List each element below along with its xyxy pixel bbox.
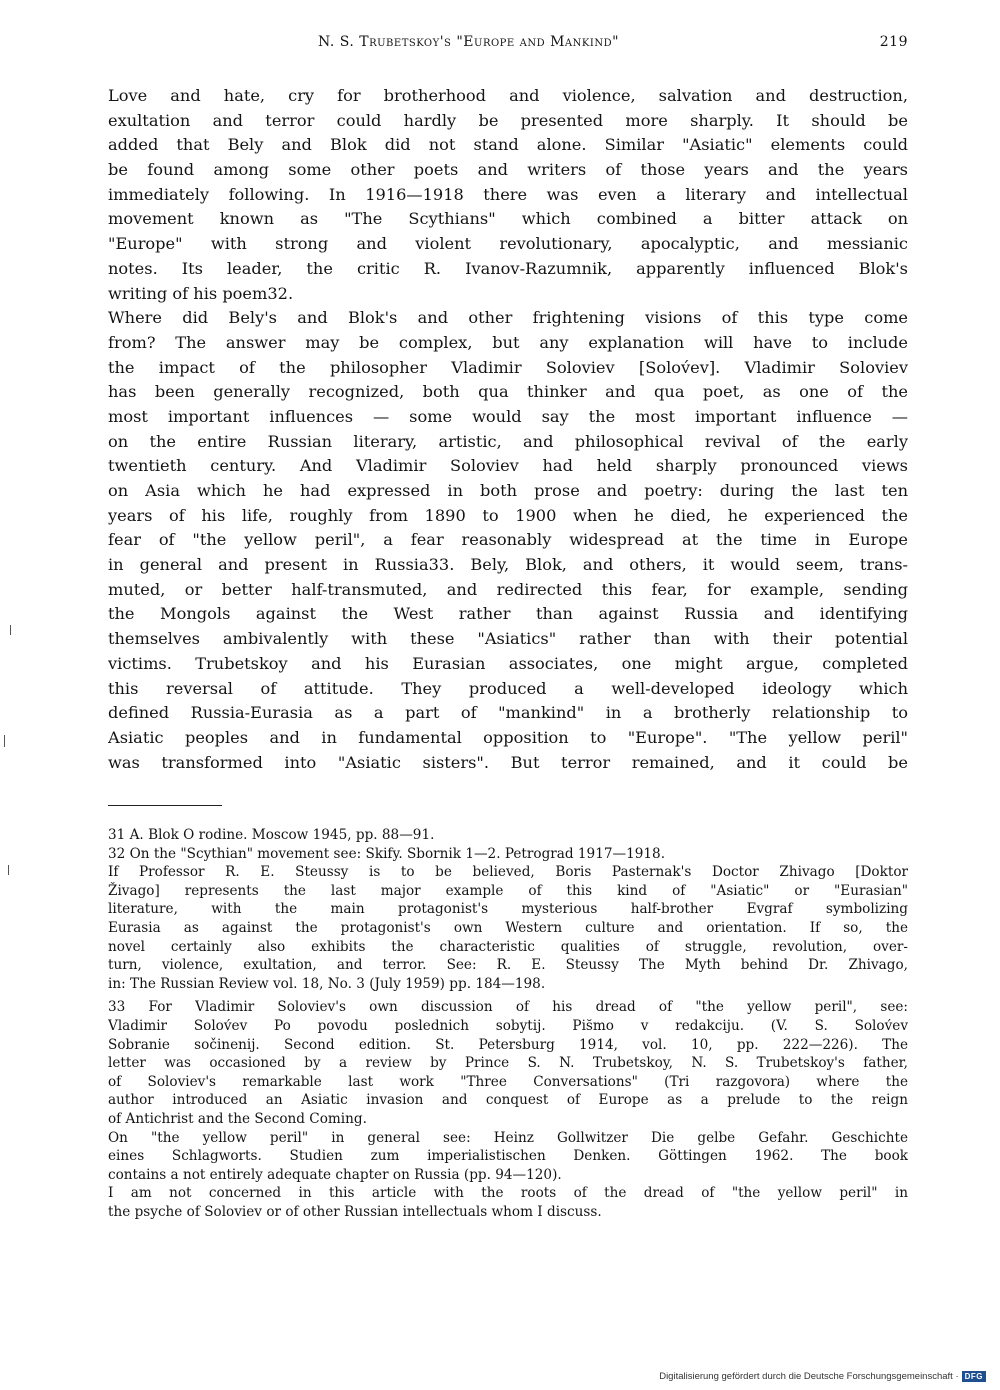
body-line: defined Russia-Eurasia as a part of "mankind" in a brotherly relationship to: [108, 703, 908, 723]
body-line: notes. Its leader, the critic R. Ivanov-Razumnik, apparently influenced Blok's: [108, 258, 908, 278]
body-line: the impact of the philosopher Vladimir Soloviev [Solov́ev]. Vladimir Soloviev: [108, 357, 908, 377]
footnote-line: I am not concerned in this article with the roots of the dread of "the yellow peril" in: [108, 1185, 908, 1202]
footnote-line: 32 On the "Scythian" movement see: Skify. Sbornik 1—2. Petrograd 1917—1918.: [108, 845, 666, 862]
body-line: be found among some other poets and writers of those years and the years: [108, 160, 908, 180]
dfg-logo: DFG: [962, 1371, 986, 1382]
body-line: from? The answer may be complex, but any explanation will have to include: [108, 332, 908, 352]
footnotes: [108, 826, 908, 1221]
footnote-line: author introduced an Asiatic invasion and conquest of Europe as a prelude to the reign: [108, 1092, 908, 1109]
body-line: the Mongols against the West rather than against Russia and identifying: [108, 604, 908, 624]
page-number: 219: [879, 34, 908, 50]
body-line: on the entire Russian literary, artistic, and philosophical revival of the early: [108, 431, 908, 451]
body-line: fear of "the yellow peril", a fear reasonably widespread at the time in Europe: [108, 530, 908, 550]
footnote-line: novel certainly also exhibits the characteristic qualities of struggle, revolution, over-: [108, 938, 908, 955]
footnote-line: 31 A. Blok O rodine. Moscow 1945, pp. 88—91.: [108, 827, 435, 843]
footnote-line: letter was occasioned by a review by Prince S. N. Trubetskoy, N. S. Trubetskoy's father,: [108, 1055, 908, 1072]
body-line: muted, or better half-transmuted, and redirected this fear, for example, sending: [108, 579, 908, 599]
body-line: immediately following. In 1916—1918 there was even a literary and intellectual: [108, 184, 908, 204]
body-line: years of his life, roughly from 1890 to 1900 when he died, he experienced the: [108, 505, 908, 525]
digitization-credit: [659, 1371, 986, 1382]
credit-text: Digitalisierung gefördert durch die Deutsche Forschungsgemeinschaft ·: [659, 1371, 959, 1382]
footnote-line: Vladimir Solov́ev Po povodu poslednich sobytij. Pis̆mo v redakciju. (V. S. Solov́ev: [108, 1017, 908, 1034]
body-line: Asiatic peoples and in fundamental opposition to "Europe". "The yellow peril": [108, 727, 908, 747]
body-line: exultation and terror could hardly be presented more sharply. It should be: [108, 110, 908, 130]
body-line: writing of his poem32.: [108, 283, 294, 303]
body-line: movement known as "The Scythians" which combined a bitter attack on: [108, 209, 908, 229]
body-line: Where did Bely's and Blok's and other frightening visions of this type come: [108, 308, 908, 328]
footnote-line: Živago] represents the last major example of this kind of "Asiatic" or "Eurasian": [108, 882, 908, 899]
footnote-line: in: The Russian Review vol. 18, No. 3 (July 1959) pp. 184—198.: [108, 975, 546, 992]
footnote-line: of Antichrist and the Second Coming.: [108, 1110, 367, 1127]
footnote-line: Eurasia as against the protagonist's own Western culture and orientation. If so, the: [108, 919, 908, 936]
scan-margin-mark: [8, 865, 9, 875]
body-line: victims. Trubetskoy and his Eurasian associates, one might argue, completed: [108, 653, 908, 673]
body-line: was transformed into "Asiatic sisters". But terror remained, and it could be: [108, 752, 908, 772]
scan-margin-mark: [10, 625, 11, 635]
body-line: Love and hate, cry for brotherhood and violence, salvation and destruction,: [108, 86, 908, 105]
scan-margin-mark: [4, 735, 5, 747]
body-line: twentieth century. And Vladimir Soloviev had held sharply pronounced views: [108, 456, 908, 476]
footnote-line: the psyche of Soloviev or of other Russian intellectuals whom I discuss.: [108, 1203, 602, 1220]
footnote-line: If Professor R. E. Steussy is to be believed, Boris Pasternak's Doctor Zhivago [Doktor: [108, 864, 908, 881]
body-line: has been generally recognized, both qua thinker and qua poet, as one of the: [108, 382, 908, 402]
body-text: [108, 84, 908, 775]
body-line: this reversal of attitude. They produced a well-developed ideology which: [108, 678, 908, 698]
footnote-line: On "the yellow peril" in general see: Heinz Gollwitzer Die gelbe Gefahr. Geschichte: [108, 1129, 908, 1146]
body-line: themselves ambivalently with these "Asiatics" rather than with their potential: [108, 629, 908, 649]
body-line: on Asia which he had expressed in both prose and poetry: during the last ten: [108, 481, 908, 500]
footnote-line: turn, violence, exultation, and terror. See: R. E. Steussy The Myth behind Dr. Zhivago,: [108, 957, 908, 974]
footnote-rule: [108, 805, 222, 806]
running-title: N. S. Trubetskoy's "Europe and Mankind": [318, 34, 620, 50]
footnote-line: literature, with the main protagonist's mysterious half-brother Evgraf symbolizing: [108, 901, 908, 918]
body-line: added that Bely and Blok did not stand alone. Similar "Asiatic" elements could: [108, 135, 908, 155]
footnote-line: contains a not entirely adequate chapter on Russia (pp. 94—120).: [108, 1166, 562, 1183]
body-line: "Europe" with strong and violent revolutionary, apocalyptic, and messianic: [108, 234, 908, 254]
footnote-line: eines Schlagworts. Studien zum imperialistischen Denken. Göttingen 1962. The book: [108, 1148, 908, 1165]
footnote-line: 33 For Vladimir Soloviev's own discussion of his dread of "the yellow peril", see:: [108, 999, 908, 1016]
body-line: most important influences — some would say the most important influence —: [108, 406, 908, 426]
body-line: in general and present in Russia33. Bely, Blok, and others, it would seem, trans-: [108, 555, 908, 575]
footnote-line: of Soloviev's remarkable last work "Three Conversations" (Tri razgovora) where the: [108, 1073, 908, 1090]
footnote-line: Sobranie sočinenij. Second edition. St. Petersburg 1914, vol. 10, pp. 222—226). The: [108, 1036, 908, 1053]
